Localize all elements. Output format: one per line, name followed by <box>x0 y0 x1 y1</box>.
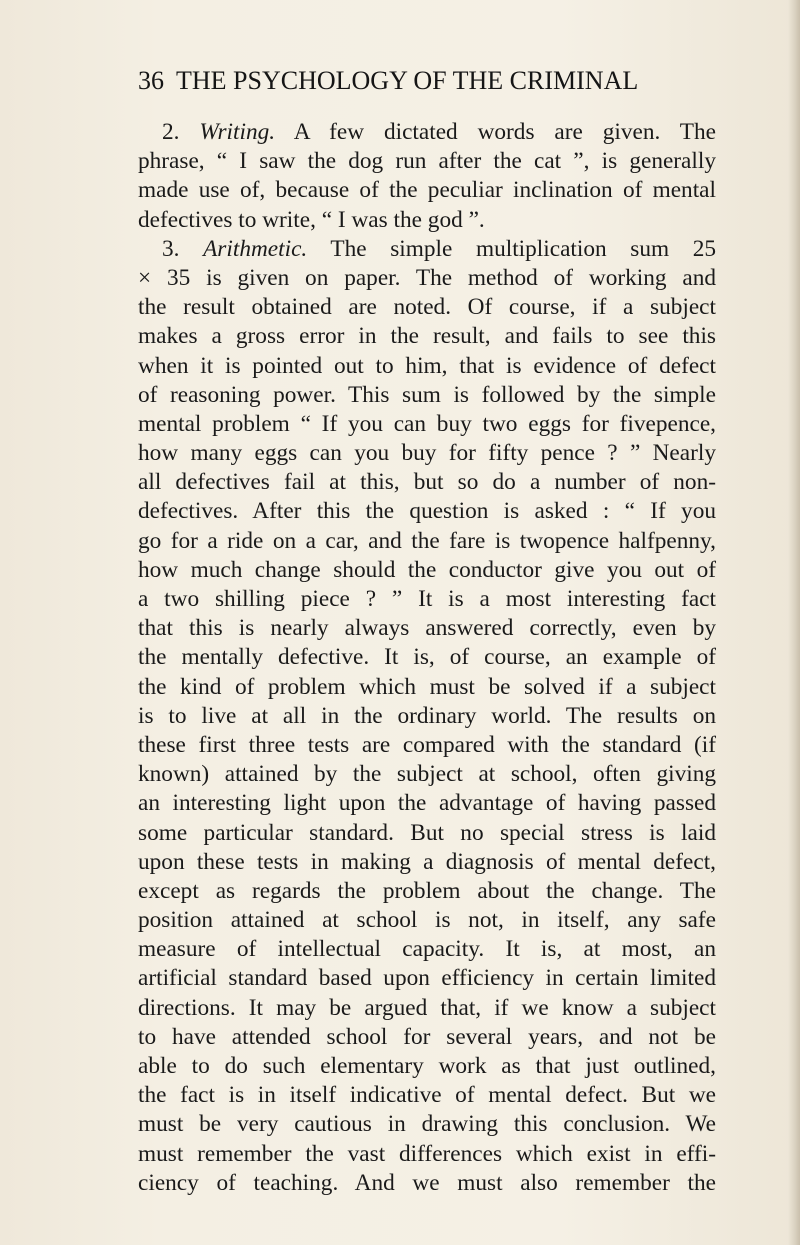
text-line <box>138 410 716 439</box>
text-line <box>138 556 716 585</box>
line-text: the kind of problem which must be solved if a subject <box>138 673 716 700</box>
line-text: A few dictated words are given. The <box>275 119 717 145</box>
text-line <box>138 1023 716 1052</box>
line-text: these first three tests are compared with the standard (if <box>138 731 716 758</box>
line-text: upon these tests in making a diagnosis of mental defect, <box>138 848 716 875</box>
text-line <box>138 1052 716 1081</box>
line-text: defectives to write, “ I was the god ”. <box>138 206 485 233</box>
text-line <box>138 585 716 614</box>
line-text: measure of intellectual capacity. It is, at most, an <box>138 936 716 963</box>
text-line <box>138 1169 716 1198</box>
page-number: 36 <box>138 66 164 95</box>
line-text: except as regards the problem about the change. The <box>138 877 716 904</box>
line-text: known) attained by the subject at school, often giving <box>138 761 716 788</box>
text-line <box>138 848 716 877</box>
text-line <box>138 206 716 235</box>
line-text: must remember the vast differences which exist in effi- <box>138 1140 716 1167</box>
line-text: of reasoning power. This sum is followed by the simple <box>138 381 716 408</box>
line-text: the fact is in itself indicative of mental defect. But we <box>138 1082 716 1109</box>
line-text: to have attended school for several years, and not be <box>138 1023 716 1050</box>
text-line <box>138 789 716 818</box>
line-text: must be very cautious in drawing this conclusion. We <box>138 1111 716 1138</box>
line-text: is to live at all in the ordinary world. The results on <box>138 702 716 729</box>
line-text: The simple multiplication sum 25 <box>307 235 716 262</box>
text-line <box>138 497 716 526</box>
text-line <box>138 964 716 993</box>
line-text: phrase, “ I saw the dog run after the cat ”, is generally <box>138 148 716 175</box>
line-text: defectives. After this the question is asked : “ If you <box>138 498 716 525</box>
text-line <box>138 935 716 964</box>
text-line <box>138 147 716 176</box>
text-line <box>138 760 716 789</box>
text-line <box>138 352 716 381</box>
line-text: position attained at school is not, in itself, any safe <box>138 907 716 934</box>
text-line <box>138 994 716 1023</box>
list-number: 3. <box>162 235 204 262</box>
line-text: a two shilling piece ? ” It is a most interesting fact <box>138 586 716 612</box>
text-line <box>138 614 716 643</box>
text-line <box>138 176 716 205</box>
text-line <box>138 118 716 147</box>
text-line <box>138 235 716 264</box>
text-line <box>138 468 716 497</box>
line-text: when it is pointed out to him, that is evidence of defect <box>138 352 716 379</box>
page-edge-shadow <box>788 0 800 1245</box>
section-term: Arithmetic. <box>203 235 308 262</box>
line-text: the result obtained are noted. Of course, if a subject <box>138 294 716 321</box>
list-number: 2. <box>162 119 200 145</box>
text-line <box>138 643 716 672</box>
text-line <box>138 702 716 731</box>
text-line <box>138 1110 716 1139</box>
line-text: the mentally defective. It is, of course, an example of <box>138 644 716 671</box>
text-line <box>138 731 716 760</box>
line-text: how much change should the conductor give you out of <box>138 556 716 583</box>
body-text <box>138 118 716 1198</box>
text-line <box>138 877 716 906</box>
line-text: ciency of teaching. And we must also remember the <box>138 1169 716 1196</box>
line-text: go for a ride on a car, and the fare is twopence halfpenny, <box>138 527 716 554</box>
line-text: artificial standard based upon efficiency in certain limited <box>138 965 716 992</box>
running-header <box>138 66 716 96</box>
text-line <box>138 322 716 351</box>
line-text: that this is nearly always answered correctly, even by <box>138 615 716 642</box>
text-line <box>138 527 716 556</box>
line-text: able to do such elementary work as that just outlined, <box>138 1053 716 1079</box>
running-title: THE PSYCHOLOGY OF THE CRIMINAL <box>176 66 639 95</box>
line-text: how many eggs can you buy for fifty pence ? ” Nearly <box>138 440 716 467</box>
text-line <box>138 439 716 468</box>
line-text: made use of, because of the peculiar inclination of mental <box>138 177 716 204</box>
line-text: × 35 is given on paper. The method of working and <box>138 264 716 291</box>
line-text: directions. It may be argued that, if we know a subject <box>138 994 716 1021</box>
line-text: an interesting light upon the advantage of having passed <box>138 790 716 817</box>
line-text: makes a gross error in the result, and fails to see this <box>138 323 716 350</box>
text-line <box>138 673 716 702</box>
text-line <box>138 1081 716 1110</box>
line-text: all defectives fail at this, but so do a number of non- <box>138 469 716 496</box>
text-line <box>138 293 716 322</box>
line-text: mental problem “ If you can buy two eggs for fivepence, <box>138 410 716 437</box>
text-line <box>138 264 716 293</box>
text-line <box>138 1140 716 1169</box>
text-line <box>138 906 716 935</box>
text-line <box>138 819 716 848</box>
line-text: some particular standard. But no special stress is laid <box>138 819 716 846</box>
text-line <box>138 381 716 410</box>
section-term: Writing. <box>199 119 276 145</box>
